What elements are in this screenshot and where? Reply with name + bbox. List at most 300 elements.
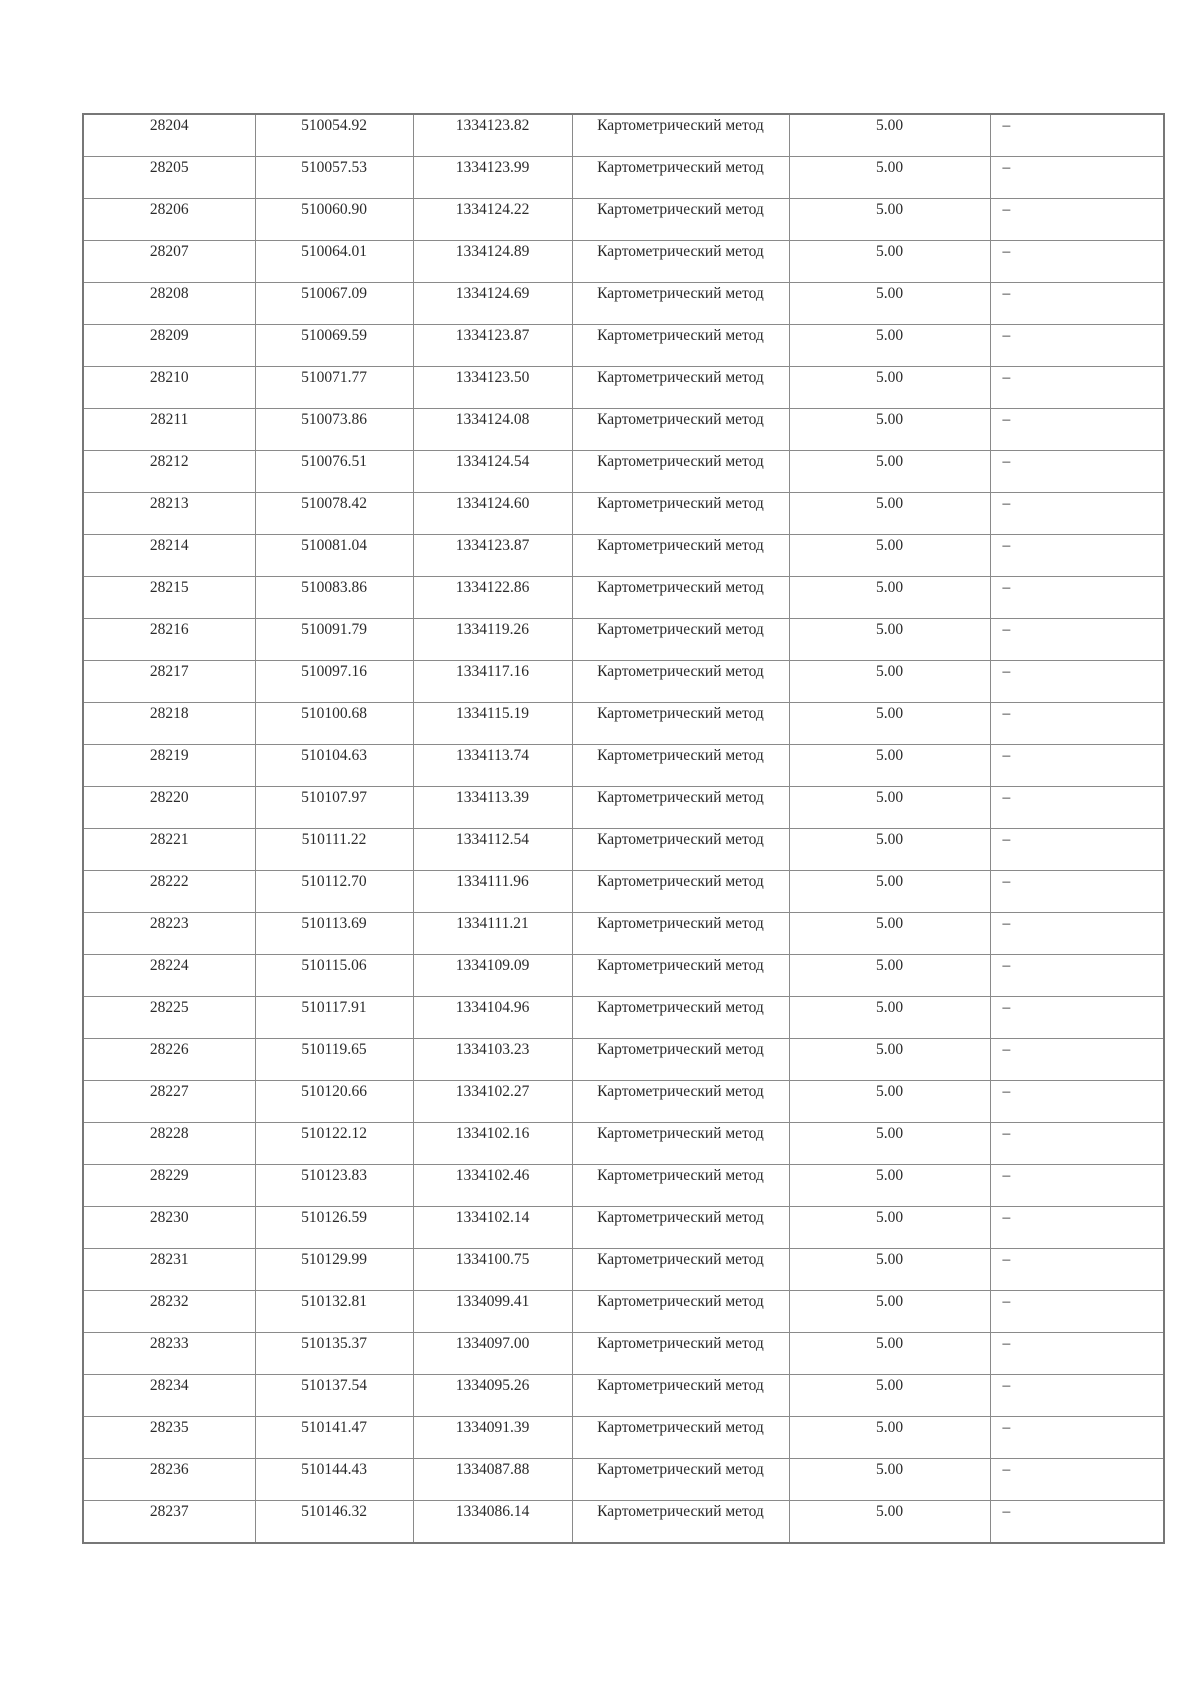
y-coordinate-cell-text: 1334103.23 [455,1041,530,1058]
accuracy-cell [789,1207,990,1249]
x-coordinate-cell [255,1291,413,1333]
method-cell [572,409,789,451]
table-row [83,619,1164,661]
method-cell [572,745,789,787]
method-cell-text: Картометрический метод [597,621,764,638]
method-cell-text: Картометрический метод [597,453,764,470]
note-cell [990,787,1164,829]
accuracy-cell-text: 5.00 [875,1335,904,1352]
accuracy-cell-text: 5.00 [875,1083,904,1100]
method-cell-text: Картометрический метод [597,369,764,386]
point-number-cell-text: 28222 [149,873,189,890]
method-cell-text: Картометрический метод [597,1125,764,1142]
y-coordinate-cell-text: 1334109.09 [455,957,530,974]
method-cell-text: Картометрический метод [597,285,764,302]
note-cell-text: – [1002,369,1011,386]
y-coordinate-cell [413,1165,572,1207]
y-coordinate-cell-text: 1334123.87 [455,327,530,344]
accuracy-cell [789,325,990,367]
note-cell [990,451,1164,493]
method-cell-text: Картометрический метод [597,117,764,134]
table-row [83,1375,1164,1417]
note-cell-text: – [1002,1377,1011,1394]
y-coordinate-cell-text: 1334124.54 [455,453,530,470]
point-number-cell-text: 28206 [149,201,189,218]
y-coordinate-cell [413,451,572,493]
accuracy-cell [789,157,990,199]
x-coordinate-cell-text: 510097.16 [301,663,367,680]
y-coordinate-cell-text: 1334117.16 [455,663,530,680]
x-coordinate-cell-text: 510115.06 [301,957,367,974]
point-number-cell-text: 28232 [149,1293,189,1310]
x-coordinate-cell-text: 510122.12 [301,1125,367,1142]
y-coordinate-cell-text: 1334091.39 [455,1419,530,1436]
point-number-cell [83,997,255,1039]
y-coordinate-cell-text: 1334111.96 [456,873,529,890]
x-coordinate-cell-text: 510064.01 [301,243,367,260]
table-row [83,157,1164,199]
point-number-cell-text: 28224 [149,957,189,974]
method-cell-text: Картометрический метод [597,873,764,890]
y-coordinate-cell [413,1501,572,1544]
document-page [82,113,1163,1544]
point-number-cell [83,871,255,913]
y-coordinate-cell [413,955,572,997]
note-cell [990,1291,1164,1333]
x-coordinate-cell-text: 510100.68 [301,705,367,722]
point-number-cell-text: 28228 [149,1125,189,1142]
x-coordinate-cell-text: 510132.81 [301,1293,367,1310]
note-cell [990,1375,1164,1417]
x-coordinate-cell-text: 510135.37 [301,1335,367,1352]
point-number-cell [83,1165,255,1207]
note-cell-text: – [1002,999,1011,1016]
method-cell-text: Картометрический метод [597,747,764,764]
note-cell [990,325,1164,367]
note-cell-text: – [1002,915,1011,932]
y-coordinate-cell-text: 1334097.00 [455,1335,530,1352]
x-coordinate-cell [255,1081,413,1123]
note-cell-text: – [1002,1503,1011,1520]
method-cell-text: Картометрический метод [597,243,764,260]
y-coordinate-cell [413,1333,572,1375]
point-number-cell-text: 28208 [149,285,189,302]
method-cell [572,997,789,1039]
x-coordinate-cell [255,199,413,241]
x-coordinate-cell [255,703,413,745]
x-coordinate-cell [255,1123,413,1165]
point-number-cell [83,114,255,157]
method-cell-text: Картометрический метод [597,579,764,596]
note-cell-text: – [1002,747,1011,764]
table-row [83,1165,1164,1207]
method-cell [572,1501,789,1544]
note-cell-text: – [1002,579,1011,596]
x-coordinate-cell [255,114,413,157]
x-coordinate-cell-text: 510060.90 [301,201,367,218]
x-coordinate-cell [255,913,413,955]
accuracy-cell-text: 5.00 [875,411,904,428]
method-cell-text: Картометрический метод [597,999,764,1016]
y-coordinate-cell [413,1249,572,1291]
point-number-cell-text: 28219 [149,747,189,764]
note-cell [990,1333,1164,1375]
y-coordinate-cell-text: 1334123.50 [455,369,530,386]
y-coordinate-cell-text: 1334124.08 [455,411,530,428]
x-coordinate-cell-text: 510104.63 [301,747,367,764]
accuracy-cell-text: 5.00 [875,1251,904,1268]
table-row [83,1207,1164,1249]
note-cell-text: – [1002,285,1011,302]
point-number-cell [83,493,255,535]
point-number-cell [83,199,255,241]
method-cell [572,1039,789,1081]
note-cell-text: – [1002,1293,1011,1310]
note-cell [990,199,1164,241]
accuracy-cell [789,955,990,997]
point-number-cell-text: 28231 [149,1251,189,1268]
method-cell-text: Картометрический метод [597,957,764,974]
method-cell [572,619,789,661]
accuracy-cell-text: 5.00 [875,999,904,1016]
y-coordinate-cell-text: 1334095.26 [455,1377,530,1394]
y-coordinate-cell [413,745,572,787]
point-number-cell-text: 28233 [149,1335,189,1352]
y-coordinate-cell [413,493,572,535]
table-row [83,409,1164,451]
point-number-cell [83,1375,255,1417]
accuracy-cell [789,1417,990,1459]
x-coordinate-cell [255,955,413,997]
y-coordinate-cell-text: 1334124.69 [455,285,530,302]
x-coordinate-cell-text: 510120.66 [301,1083,367,1100]
accuracy-cell [789,997,990,1039]
method-cell-text: Картометрический метод [597,201,764,218]
point-number-cell [83,535,255,577]
point-number-cell [83,577,255,619]
accuracy-cell [789,114,990,157]
y-coordinate-cell-text: 1334124.22 [455,201,530,218]
table-row [83,997,1164,1039]
x-coordinate-cell-text: 510117.91 [301,999,367,1016]
note-cell-text: – [1002,453,1011,470]
point-number-cell-text: 28216 [149,621,189,638]
note-cell-text: – [1002,243,1011,260]
method-cell-text: Картометрический метод [597,1419,764,1436]
note-cell [990,1417,1164,1459]
table-row [83,325,1164,367]
note-cell [990,283,1164,325]
y-coordinate-cell-text: 1334113.39 [455,789,530,806]
point-number-cell [83,1333,255,1375]
table-row [83,367,1164,409]
accuracy-cell-text: 5.00 [875,537,904,554]
table-row [83,1501,1164,1544]
note-cell-text: – [1002,1251,1011,1268]
x-coordinate-cell [255,535,413,577]
table-row [83,535,1164,577]
accuracy-cell-text: 5.00 [875,1293,904,1310]
point-number-cell-text: 28221 [149,831,189,848]
point-number-cell-text: 28235 [149,1419,189,1436]
y-coordinate-cell [413,1039,572,1081]
point-number-cell [83,325,255,367]
x-coordinate-cell [255,157,413,199]
y-coordinate-cell [413,1417,572,1459]
table-row [83,661,1164,703]
y-coordinate-cell [413,157,572,199]
y-coordinate-cell-text: 1334102.16 [455,1125,530,1142]
method-cell [572,451,789,493]
y-coordinate-cell [413,325,572,367]
accuracy-cell [789,1375,990,1417]
method-cell [572,829,789,871]
note-cell [990,1249,1164,1291]
point-number-cell [83,367,255,409]
note-cell [990,577,1164,619]
note-cell-text: – [1002,873,1011,890]
y-coordinate-cell [413,1207,572,1249]
accuracy-cell-text: 5.00 [875,957,904,974]
method-cell-text: Картометрический метод [597,327,764,344]
point-number-cell [83,955,255,997]
table-row [83,241,1164,283]
y-coordinate-cell [413,703,572,745]
method-cell-text: Картометрический метод [597,831,764,848]
table-row [83,493,1164,535]
accuracy-cell-text: 5.00 [875,831,904,848]
accuracy-cell [789,1165,990,1207]
y-coordinate-cell [413,1123,572,1165]
accuracy-cell [789,619,990,661]
x-coordinate-cell-text: 510119.65 [301,1041,367,1058]
y-coordinate-cell-text: 1334115.19 [455,705,530,722]
table-body [83,114,1164,1543]
accuracy-cell [789,451,990,493]
note-cell [990,829,1164,871]
y-coordinate-cell-text: 1334086.14 [455,1503,530,1520]
method-cell [572,1417,789,1459]
point-number-cell [83,1249,255,1291]
note-cell [990,1165,1164,1207]
note-cell [990,997,1164,1039]
point-number-cell [83,1501,255,1544]
y-coordinate-cell-text: 1334111.21 [456,915,529,932]
method-cell-text: Картометрический метод [597,1251,764,1268]
note-cell-text: – [1002,957,1011,974]
method-cell-text: Картометрический метод [597,915,764,932]
note-cell-text: – [1002,831,1011,848]
accuracy-cell-text: 5.00 [875,285,904,302]
accuracy-cell [789,241,990,283]
accuracy-cell-text: 5.00 [875,1461,904,1478]
x-coordinate-cell-text: 510057.53 [301,159,367,176]
x-coordinate-cell-text: 510091.79 [301,621,367,638]
x-coordinate-cell [255,451,413,493]
x-coordinate-cell [255,1039,413,1081]
method-cell-text: Картометрический метод [597,1167,764,1184]
y-coordinate-cell [413,114,572,157]
method-cell-text: Картометрический метод [597,789,764,806]
accuracy-cell-text: 5.00 [875,1041,904,1058]
accuracy-cell-text: 5.00 [875,789,904,806]
note-cell-text: – [1002,1041,1011,1058]
point-number-cell [83,703,255,745]
y-coordinate-cell [413,913,572,955]
point-number-cell [83,409,255,451]
table-row [83,199,1164,241]
method-cell [572,703,789,745]
method-cell-text: Картометрический метод [597,1377,764,1394]
x-coordinate-cell-text: 510054.92 [301,117,367,134]
accuracy-cell [789,1333,990,1375]
point-number-cell-text: 28215 [149,579,189,596]
x-coordinate-cell [255,1249,413,1291]
table-row [83,1039,1164,1081]
accuracy-cell [789,1249,990,1291]
y-coordinate-cell-text: 1334124.60 [455,495,530,512]
note-cell-text: – [1002,1461,1011,1478]
table-row [83,451,1164,493]
accuracy-cell-text: 5.00 [875,663,904,680]
x-coordinate-cell [255,745,413,787]
accuracy-cell-text: 5.00 [875,243,904,260]
y-coordinate-cell [413,283,572,325]
table-row [83,1459,1164,1501]
point-number-cell [83,1207,255,1249]
table-row [83,283,1164,325]
method-cell [572,1081,789,1123]
note-cell-text: – [1002,663,1011,680]
y-coordinate-cell [413,619,572,661]
accuracy-cell [789,1081,990,1123]
method-cell-text: Картометрический метод [597,1293,764,1310]
x-coordinate-cell [255,1417,413,1459]
note-cell [990,367,1164,409]
y-coordinate-cell [413,199,572,241]
y-coordinate-cell-text: 1334123.87 [455,537,530,554]
accuracy-cell-text: 5.00 [875,621,904,638]
point-number-cell [83,451,255,493]
point-number-cell-text: 28220 [149,789,189,806]
x-coordinate-cell [255,283,413,325]
method-cell [572,157,789,199]
method-cell [572,535,789,577]
x-coordinate-cell [255,1501,413,1544]
x-coordinate-cell-text: 510144.43 [301,1461,367,1478]
y-coordinate-cell [413,409,572,451]
method-cell [572,1375,789,1417]
y-coordinate-cell-text: 1334102.27 [455,1083,530,1100]
point-number-cell-text: 28205 [149,159,189,176]
point-number-cell-text: 28229 [149,1167,189,1184]
accuracy-cell [789,1123,990,1165]
accuracy-cell-text: 5.00 [875,369,904,386]
method-cell-text: Картометрический метод [597,537,764,554]
point-number-cell-text: 28218 [149,705,189,722]
x-coordinate-cell [255,325,413,367]
point-number-cell-text: 28234 [149,1377,189,1394]
note-cell-text: – [1002,1083,1011,1100]
accuracy-cell [789,871,990,913]
table-row [83,787,1164,829]
x-coordinate-cell-text: 510067.09 [301,285,367,302]
y-coordinate-cell-text: 1334112.54 [455,831,530,848]
table-row [83,871,1164,913]
method-cell [572,577,789,619]
x-coordinate-cell [255,1207,413,1249]
x-coordinate-cell [255,1165,413,1207]
x-coordinate-cell [255,577,413,619]
y-coordinate-cell [413,787,572,829]
method-cell [572,367,789,409]
accuracy-cell [789,703,990,745]
method-cell [572,913,789,955]
method-cell-text: Картометрический метод [597,663,764,680]
method-cell-text: Картометрический метод [597,411,764,428]
table-row [83,1417,1164,1459]
note-cell [990,241,1164,283]
point-number-cell [83,745,255,787]
x-coordinate-cell-text: 510126.59 [301,1209,367,1226]
note-cell-text: – [1002,621,1011,638]
note-cell-text: – [1002,117,1011,134]
point-number-cell [83,241,255,283]
x-coordinate-cell [255,829,413,871]
method-cell [572,199,789,241]
table-row [83,114,1164,157]
point-number-cell-text: 28212 [149,453,189,470]
note-cell [990,703,1164,745]
table-row [83,1291,1164,1333]
accuracy-cell [789,199,990,241]
accuracy-cell [789,1039,990,1081]
y-coordinate-cell-text: 1334087.88 [455,1461,530,1478]
accuracy-cell-text: 5.00 [875,705,904,722]
point-number-cell-text: 28211 [150,411,189,428]
accuracy-cell-text: 5.00 [875,1377,904,1394]
table-row [83,745,1164,787]
method-cell-text: Картометрический метод [597,1041,764,1058]
y-coordinate-cell [413,1081,572,1123]
note-cell [990,745,1164,787]
note-cell [990,1039,1164,1081]
accuracy-cell [789,787,990,829]
note-cell-text: – [1002,537,1011,554]
x-coordinate-cell-text: 510129.99 [301,1251,367,1268]
accuracy-cell [789,409,990,451]
note-cell [990,409,1164,451]
note-cell [990,493,1164,535]
coordinates-table [82,113,1165,1544]
accuracy-cell-text: 5.00 [875,1125,904,1142]
y-coordinate-cell-text: 1334102.14 [455,1209,530,1226]
y-coordinate-cell [413,997,572,1039]
note-cell-text: – [1002,1335,1011,1352]
y-coordinate-cell [413,367,572,409]
accuracy-cell [789,829,990,871]
y-coordinate-cell-text: 1334102.46 [455,1167,530,1184]
point-number-cell [83,913,255,955]
note-cell-text: – [1002,411,1011,428]
x-coordinate-cell-text: 510107.97 [301,789,367,806]
note-cell [990,114,1164,157]
point-number-cell [83,787,255,829]
note-cell-text: – [1002,1419,1011,1436]
method-cell [572,1123,789,1165]
accuracy-cell-text: 5.00 [875,873,904,890]
x-coordinate-cell-text: 510083.86 [301,579,367,596]
